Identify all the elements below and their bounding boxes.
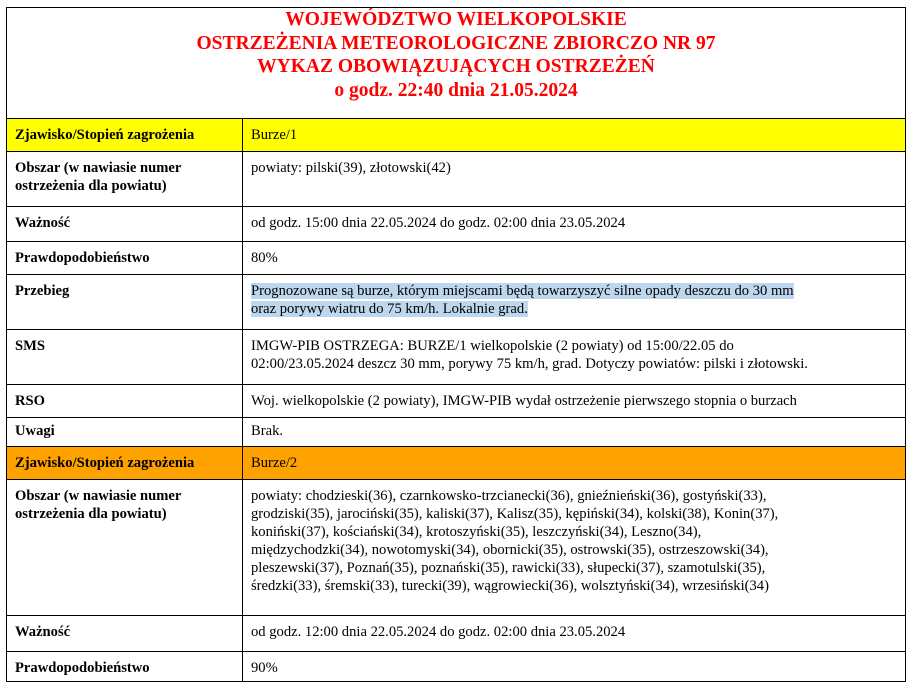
label-validity: Ważność xyxy=(7,207,243,242)
label-area: Obszar (w nawiasie numer ostrzeżenia dla powiatu) xyxy=(7,152,243,207)
scan-mark: · xyxy=(450,0,453,6)
table-row-w2-validity xyxy=(7,616,906,652)
w1-sms-line: 02:00/23.05.2024 deszcz 30 mm, porywy 75 km/h, grad. Dotyczy powiatów: pilski i złotowski. xyxy=(251,356,808,372)
w1-sms-line: IMGW-PIB OSTRZEGA: BURZE/1 wielkopolskie (2 powiaty) od 15:00/22.05 do xyxy=(251,338,734,354)
w1-course-line: oraz porywy wiatru do 75 km/h. Lokalnie grad. xyxy=(251,301,528,317)
label-rso: RSO xyxy=(7,385,243,418)
title-line-list: WYKAZ OBOWIĄZUJĄCYCH OSTRZEŻEŃ xyxy=(257,56,655,77)
label-probability: Prawdopodobieństwo xyxy=(7,242,243,275)
table-row-w1-sms xyxy=(7,330,906,385)
label-sms: SMS xyxy=(7,330,243,385)
w1-phenomenon-value: Burze/1 xyxy=(243,119,906,152)
table-row-w2-probability xyxy=(7,652,906,682)
table-row-w1-validity xyxy=(7,207,906,242)
table-row-w1-phenomenon xyxy=(7,119,906,152)
w1-sms-value xyxy=(243,330,906,385)
w2-area-line: powiaty: chodzieski(36), czarnkowsko-trzcianecki(36), gnieźnieński(36), gostyński(33), xyxy=(251,488,767,504)
w2-area-line: pleszewski(37), Poznań(35), poznański(35), rawicki(33), słupecki(37), szamotulski(35), xyxy=(251,560,766,576)
table-row-w2-area xyxy=(7,480,906,616)
label-probability: Prawdopodobieństwo xyxy=(7,652,243,682)
label-validity: Ważność xyxy=(7,616,243,652)
table-row-w1-probability xyxy=(7,242,906,275)
w2-area-line: średzki(33), śremski(33), turecki(39), wągrowiecki(36), wolsztyński(34), wrzesiński(34) xyxy=(251,578,769,594)
label-notes: Uwagi xyxy=(7,418,243,447)
warnings-table xyxy=(6,7,906,682)
table-row-w1-notes xyxy=(7,418,906,447)
w1-course-line: Prognozowane są burze, którym miejscami będą towarzyszyć silne opady deszczu do 30 mm xyxy=(251,283,794,299)
w1-probability-value: 80% xyxy=(243,242,906,275)
w2-phenomenon-value: Burze/2 xyxy=(243,447,906,480)
label-phenomenon: Zjawisko/Stopień zagrożenia xyxy=(7,119,243,152)
title-line-time: o godz. 22:40 dnia 21.05.2024 xyxy=(334,79,578,101)
w2-area-line: grodziski(35), jarociński(35), kaliski(37), Kalisz(35), kępiński(34), kolski(38), Konin(37), xyxy=(251,506,779,522)
label-course: Przebieg xyxy=(7,275,243,330)
w2-area-line: międzychodzki(34), nowotomyski(34), obornicki(35), ostrowski(35), ostrzeszowski(34), xyxy=(251,542,769,558)
w1-validity-value: od godz. 15:00 dnia 22.05.2024 do godz. 02:00 dnia 23.05.2024 xyxy=(243,207,906,242)
w2-area-value xyxy=(243,480,906,616)
title-line-warnings: OSTRZEŻENIA METEOROLOGICZNE ZBIORCZO NR 97 xyxy=(196,32,716,54)
w2-area-line: koniński(37), kościański(34), krotoszyński(35), leszczyński(34), Leszno(34), xyxy=(251,524,702,540)
header-row xyxy=(7,8,906,119)
label-area: Obszar (w nawiasie numer ostrzeżenia dla powiatu) xyxy=(7,480,243,616)
w2-probability-value: 90% xyxy=(243,652,906,682)
w2-validity-value: od godz. 12:00 dnia 22.05.2024 do godz. 02:00 dnia 23.05.2024 xyxy=(243,616,906,652)
w1-notes-value: Brak. xyxy=(243,418,906,447)
table-row-w1-area xyxy=(7,152,906,207)
table-row-w1-course xyxy=(7,275,906,330)
w1-rso-value: Woj. wielkopolskie (2 powiaty), IMGW-PIB wydał ostrzeżenie pierwszego stopnia o burzach xyxy=(243,385,906,418)
table-row-w1-rso xyxy=(7,385,906,418)
label-phenomenon: Zjawisko/Stopień zagrożenia xyxy=(7,447,243,480)
document-title xyxy=(7,8,906,119)
title-line-region: WOJEWÓDZTWO WIELKOPOLSKIE xyxy=(285,9,627,30)
w1-area-value: powiaty: pilski(39), złotowski(42) xyxy=(243,152,906,207)
w1-course-value xyxy=(243,275,906,330)
table-row-w2-phenomenon xyxy=(7,447,906,480)
